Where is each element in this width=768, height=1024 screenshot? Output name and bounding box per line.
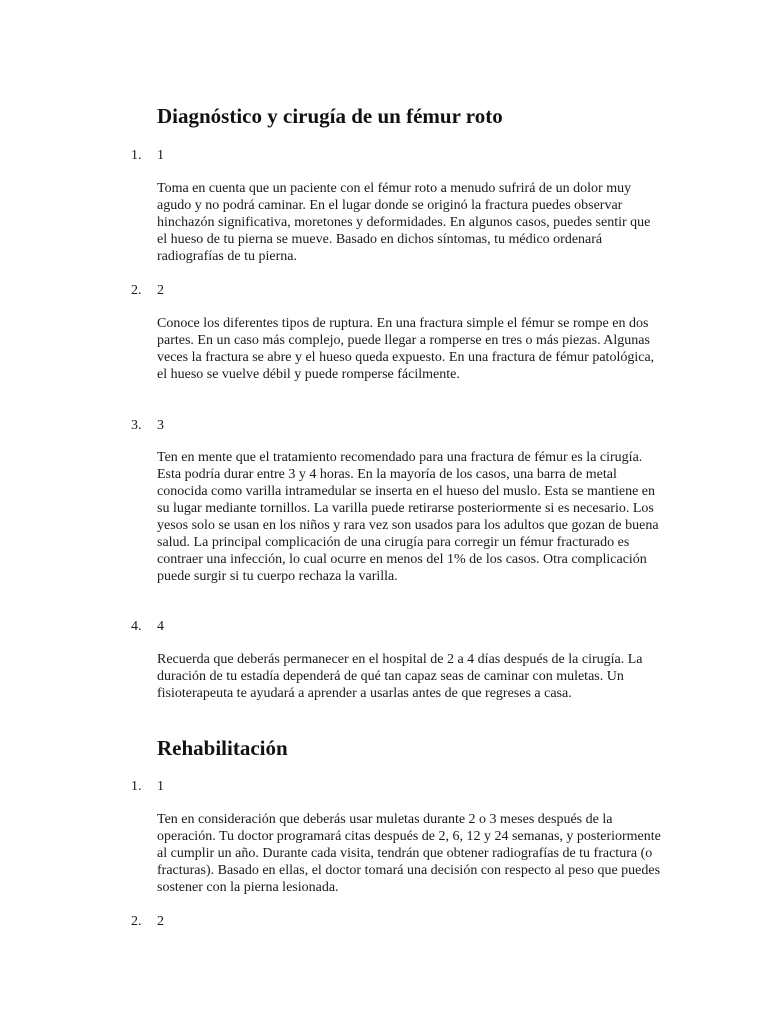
step-number: 2 [157, 914, 164, 929]
step-text: Ten en consideración que deberás usar muletas durante 2 o 3 meses después de la operación. Tu doctor programará citas después de 2, 6, 12 y 24 semanas, y posteriormente al cumplir un año. Durante cada visita, tendrán que obtener radiografías de tu fractura (o fracturas). Basado en ellas, el doctor tomará una decisión con respecto al peso que puedes sostener con la pierna lesionada. [157, 812, 661, 895]
step-number: 2 [157, 283, 164, 298]
step-number: 3 [157, 418, 164, 433]
step-number: 1 [157, 779, 164, 794]
list-marker: 2. [131, 283, 142, 298]
list-marker: 2. [131, 914, 142, 929]
list-marker: 4. [131, 619, 142, 634]
list-marker: 3. [131, 418, 142, 433]
list-marker: 1. [131, 148, 142, 163]
step-text: Recuerda que deberás permanecer en el hospital de 2 a 4 días después de la cirugía. La duración de tu estadía dependerá de qué tan capaz seas de caminar con muletas. Un fisioterapeuta te ayudará a aprender a usarlas antes de que regreses a casa. [157, 652, 643, 701]
step-text: Ten en mente que el tratamiento recomendado para una fractura de fémur es la cirugía. Esta podría durar entre 3 y 4 horas. En la mayoría de los casos, una barra de metal conocida como varilla intramedular se inserta en el hueso del muslo. Esta se mantiene en su lugar mediante tornillos. La varilla puede retirarse posteriormente si es necesario. Los yesos solo se usan en los niños y rara vez son usados para los adultos que gozan de buena salud. La principal complicación de una cirugía para corregir un fémur fracturado es contraer una infección, lo cual ocurre en menos del 1% de los casos. Otra complicación puede surgir si tu cuerpo rechaza la varilla. [157, 450, 659, 584]
section-title-rehabilitacion: Rehabilitación [157, 736, 288, 760]
step-number: 4 [157, 619, 164, 634]
step-text: Conoce los diferentes tipos de ruptura. En una fractura simple el fémur se rompe en dos partes. En un caso más complejo, puede llegar a romperse en tres o más piezas. Algunas veces la fractura se abre y el hueso queda expuesto. En una fractura de fémur patológica, el hueso se vuelve débil y puede romperse fácilmente. [157, 316, 655, 382]
section-title-diagnostico: Diagnóstico y cirugía de un fémur roto [157, 104, 503, 128]
step-text: Toma en cuenta que un paciente con el fémur roto a menudo sufrirá de un dolor muy agudo y no podrá caminar. En el lugar donde se originó la fractura puedes observar hinchazón significativa, moretones y deformidades. En algunos casos, puedes sentir que el hueso de tu pierna se mueve. Basado en dichos síntomas, tu médico ordenará radiografías de tu pierna. [157, 181, 651, 264]
list-marker: 1. [131, 779, 142, 794]
step-number: 1 [157, 148, 164, 163]
